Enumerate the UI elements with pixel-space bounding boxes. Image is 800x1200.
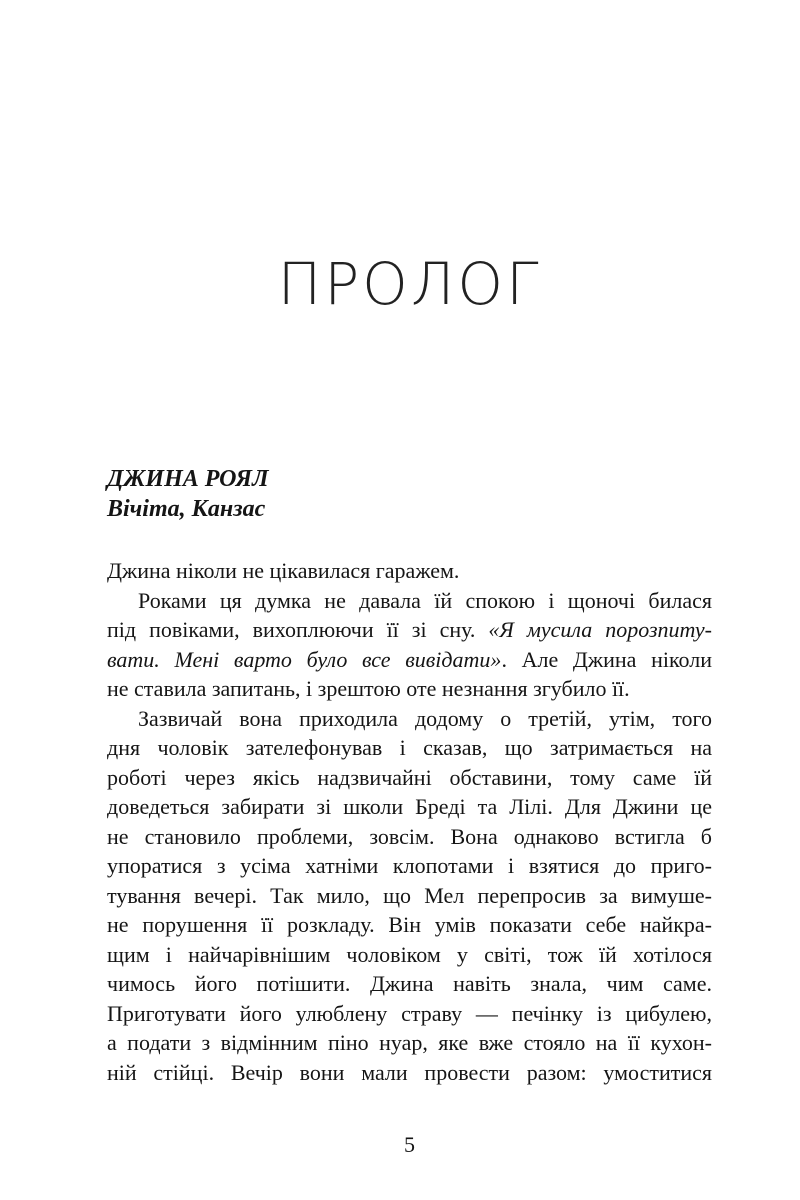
text-line: [107, 1058, 712, 1088]
body-text-segment: а подати з відмінним піно нуар, яке вже стояло на її кухон-: [107, 1030, 712, 1055]
scene-heading-location: Вічіта, Канзас: [107, 496, 266, 522]
body-text-segment: Джина ніколи не цікавилася гаражем.: [107, 558, 460, 583]
text-line: [107, 586, 712, 616]
body-text-segment: Роками ця думка не давала їй спокою і щоночі билася: [138, 587, 712, 613]
body-text-segment: щим і найчарівнішим чоловіком у світі, тож їй хотілося: [107, 941, 712, 967]
text-line: [107, 881, 712, 911]
quoted-italic-text: вати. Мені варто було все вивідати»: [107, 646, 502, 672]
body-text-segment: не порушення її розкладу. Він умів показати себе найкра-: [107, 912, 712, 937]
text-line: [107, 615, 712, 645]
scene-heading-character: ДЖИНА РОЯЛ: [107, 466, 269, 492]
text-line: [107, 645, 712, 675]
text-line: [107, 792, 712, 822]
text-line: [107, 733, 712, 763]
text-line: [107, 851, 712, 881]
text-line: [107, 999, 712, 1029]
body-text-segment: доведеться забирати зі школи Бреді та Лілі. Для Джини це: [107, 794, 712, 819]
text-line: [107, 704, 712, 734]
body-text: [107, 556, 712, 1087]
text-line: [107, 1028, 712, 1058]
body-text-segment: чимось його потішити. Джина навіть знала, чим саме.: [107, 971, 712, 996]
text-line: [107, 674, 712, 704]
chapter-title: ПРОЛОГ: [277, 250, 542, 318]
quoted-italic-text: «Я мусила порозпиту-: [488, 617, 712, 642]
text-line: [107, 556, 712, 586]
scene-heading: [107, 464, 712, 524]
text-line: [107, 969, 712, 999]
body-text-segment: не ставила запитань, і зрештою оте незнання згубило її.: [107, 676, 630, 701]
body-text-segment: Приготувати його улюблену страву — печінку із цибулею,: [107, 1000, 712, 1026]
body-text-segment: під повіками, вихоплюючи її зі сну.: [107, 617, 489, 642]
body-text-segment: Зазвичай вона приходила додому о третій, утім, того: [138, 705, 712, 731]
body-text-segment: не становило проблеми, зовсім. Вона однаково встигла б: [107, 823, 712, 849]
body-text-segment: роботі через якісь надзвичайні обставини, тому саме їй: [107, 764, 712, 790]
text-line: [107, 763, 712, 793]
text-line: [107, 940, 712, 970]
body-text-segment: дня чоловік зателефонував і сказав, що затримається на: [107, 735, 712, 760]
page-number: 5: [404, 1132, 415, 1157]
body-text-segment: ній стійці. Вечір вони мали провести разом: умоститися: [107, 1059, 712, 1085]
body-text-segment: . Але Джина ніколи: [501, 646, 712, 672]
body-text-segment: упоратися з усіма хатніми клопотами і взятися до приго-: [107, 853, 712, 878]
body-text-segment: тування вечері. Так мило, що Мел перепросив за вимуше-: [107, 882, 712, 908]
text-line: [107, 910, 712, 940]
text-line: [107, 822, 712, 852]
